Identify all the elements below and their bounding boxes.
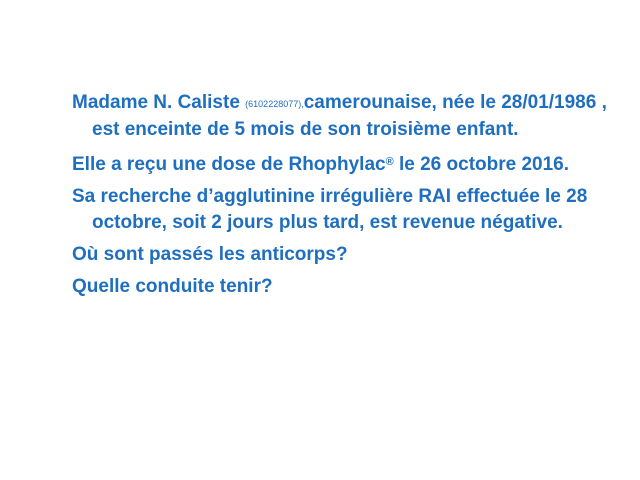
treatment-text: Elle a reçu une dose de Rhophylac: [72, 154, 386, 175]
question-antibodies: Où sont passés les anticorps?: [72, 244, 348, 265]
slide-body: [72, 90, 612, 306]
registered-mark: ®: [385, 156, 394, 168]
treatment-statement: [72, 149, 612, 178]
question-management: Quelle conduite tenir?: [72, 276, 273, 297]
rai-result-statement: Sa recherche d’agglutinine irrégulière RAI effectuée le 28 octobre, soit 2 jours plus tard, est revenue négative.: [72, 186, 588, 233]
patient-details: camerounaise, née le 28/01/1986 , est enceinte de 5 mois de son troisième enfant.: [92, 92, 607, 140]
treatment-date: le 26 octobre 2016.: [393, 154, 570, 175]
patient-id: (6102228077),: [245, 99, 304, 109]
patient-description: [72, 90, 612, 143]
patient-name: Madame N. Caliste: [72, 92, 246, 113]
